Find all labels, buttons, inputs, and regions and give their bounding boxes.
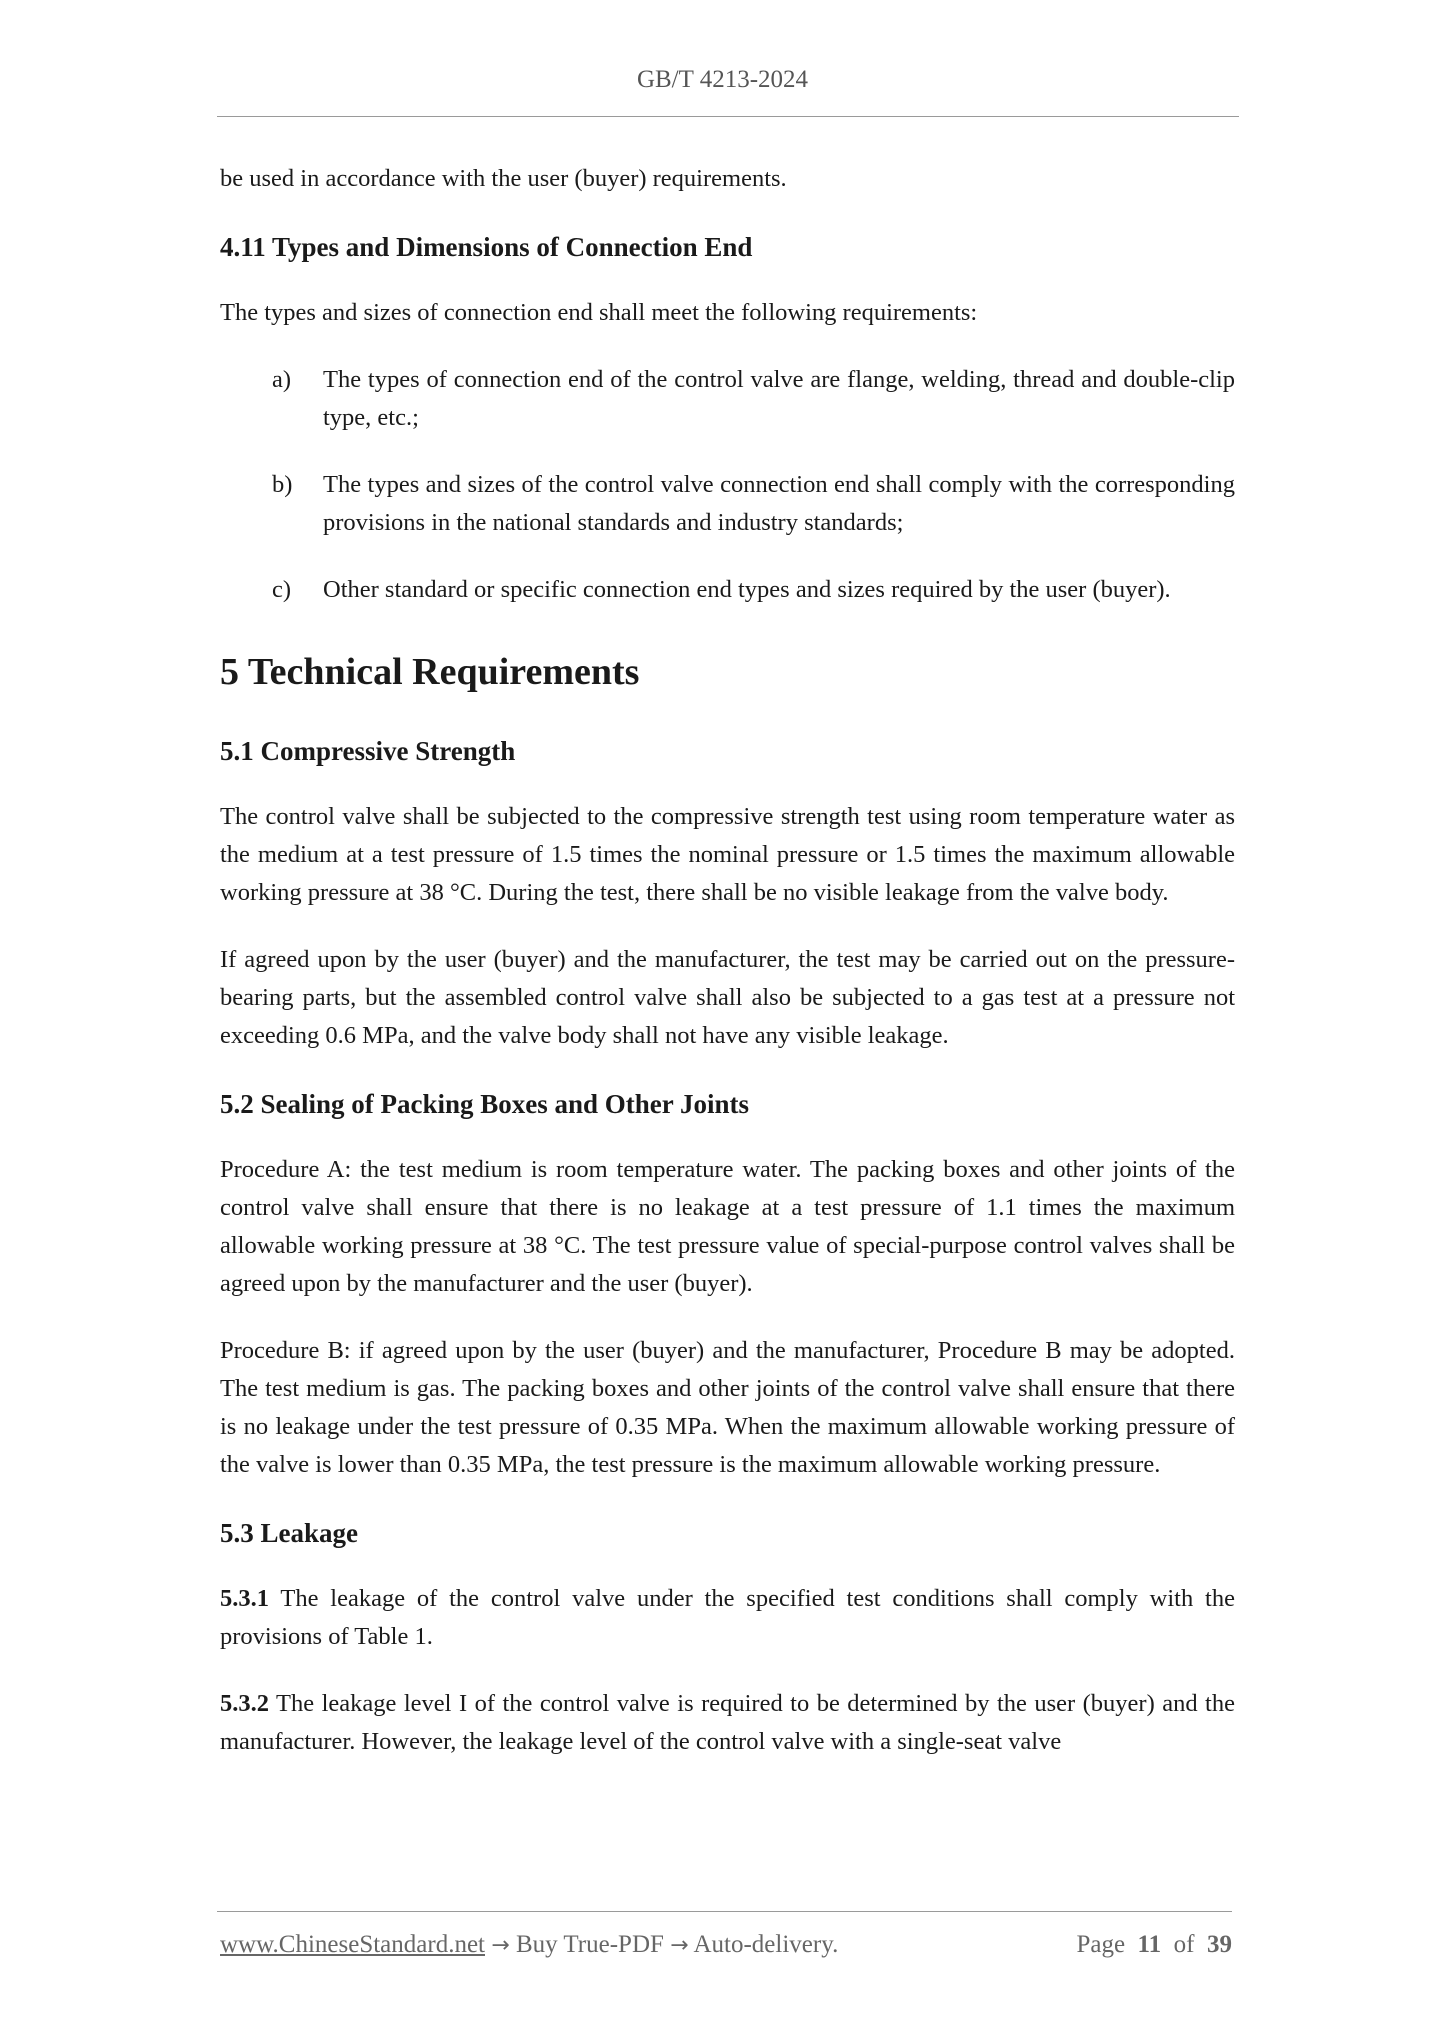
clause-5-3-1	[220, 1580, 1235, 1656]
section-5-3-heading: 5.3 Leakage	[220, 1518, 358, 1548]
section-5-heading: 5 Technical Requirements	[220, 651, 640, 693]
list-item-text: Other standard or specific connection end types and sizes required by the user (buyer).	[323, 576, 1171, 603]
current-page-number: 11	[1137, 1931, 1162, 1958]
list-item-text: The types and sizes of the control valve connection end shall comply with the corresponding provisions in the national standards and industry standards;	[323, 471, 1235, 536]
list-marker: b)	[272, 471, 293, 498]
footer-divider	[217, 1911, 1232, 1912]
page-of-label: of	[1173, 1931, 1195, 1958]
section-5-1-paragraph-2: If agreed upon by the user (buyer) and the manufacturer, the test may be carried out on the pressure-bearing parts, but the assembled control valve shall also be subjected to a gas test at a pressure not exceeding 0.6 MPa, and the valve body shall not have any visible leakage.	[220, 946, 1235, 1049]
procedure-b-paragraph: Procedure B: if agreed upon by the user (buyer) and the manufacturer, Procedure B may be adopted. The test medium is gas. The packing boxes and other joints of the control valve shall ensure that there is no leakage under the test pressure of 0.35 MPa. When the maximum allowable working pressure of the valve is lower than 0.35 MPa, the test pressure is the maximum allowable working pressure.	[220, 1337, 1235, 1478]
clause-number: 5.3.2	[220, 1690, 269, 1717]
section-5-2-heading: 5.2 Sealing of Packing Boxes and Other Joints	[220, 1089, 750, 1119]
continuation-paragraph: be used in accordance with the user (buyer) requirements.	[220, 165, 787, 192]
section-4-11-heading: 4.11 Types and Dimensions of Connection End	[220, 232, 753, 262]
running-header: GB/T 4213-2024	[636, 66, 809, 93]
page-content	[220, 160, 1235, 1790]
site-link[interactable]: www.ChineseStandard.net	[220, 1931, 485, 1958]
list-marker: a)	[272, 366, 292, 393]
total-pages-number: 39	[1207, 1931, 1232, 1958]
buy-text: Buy True-PDF	[509, 1931, 671, 1958]
list-item	[220, 571, 1235, 609]
delivery-text: Auto-delivery.	[688, 1931, 839, 1958]
list-marker: c)	[272, 576, 292, 603]
clause-number: 5.3.1	[220, 1585, 269, 1612]
clause-5-3-2	[220, 1685, 1235, 1761]
section-5-1-paragraph-1: The control valve shall be subjected to the compressive strength test using room temperature water as the medium at a test pressure of 1.5 times the nominal pressure or 1.5 times the maximum allowable working pressure at 38 °C. During the test, there shall be no visible leakage from the valve body.	[220, 803, 1235, 906]
right-arrow-icon: →	[491, 1933, 510, 1958]
section-5-1-heading: 5.1 Compressive Strength	[220, 736, 516, 766]
list-item	[220, 361, 1235, 437]
list-item-text: The types of connection end of the control valve are flange, welding, thread and double-clip type, etc.;	[323, 366, 1235, 431]
list-item	[220, 466, 1235, 542]
page-label: Page	[1076, 1931, 1126, 1958]
procedure-a-paragraph: Procedure A: the test medium is room temperature water. The packing boxes and other joints of the control valve shall ensure that there is no leakage at a test pressure of 1.1 times the maximum allowable working pressure at 38 °C. The test pressure value of special-purpose control valves shall be agreed upon by the manufacturer and the user (buyer).	[220, 1156, 1235, 1297]
section-4-11-lead: The types and sizes of connection end shall meet the following requirements:	[220, 299, 978, 326]
right-arrow-icon: →	[670, 1933, 689, 1958]
clause-text: The leakage of the control valve under the specified test conditions shall comply with the provisions of Table 1.	[220, 1585, 1235, 1650]
connection-end-requirements-list	[220, 361, 1235, 609]
page-indicator	[1076, 1927, 1232, 1963]
footer-promo	[220, 1927, 838, 1964]
clause-text: The leakage level I of the control valve is required to be determined by the user (buyer) and the manufacturer. However, the leakage level of the control valve with a single-seat valve	[220, 1690, 1235, 1755]
header-divider	[217, 116, 1239, 117]
